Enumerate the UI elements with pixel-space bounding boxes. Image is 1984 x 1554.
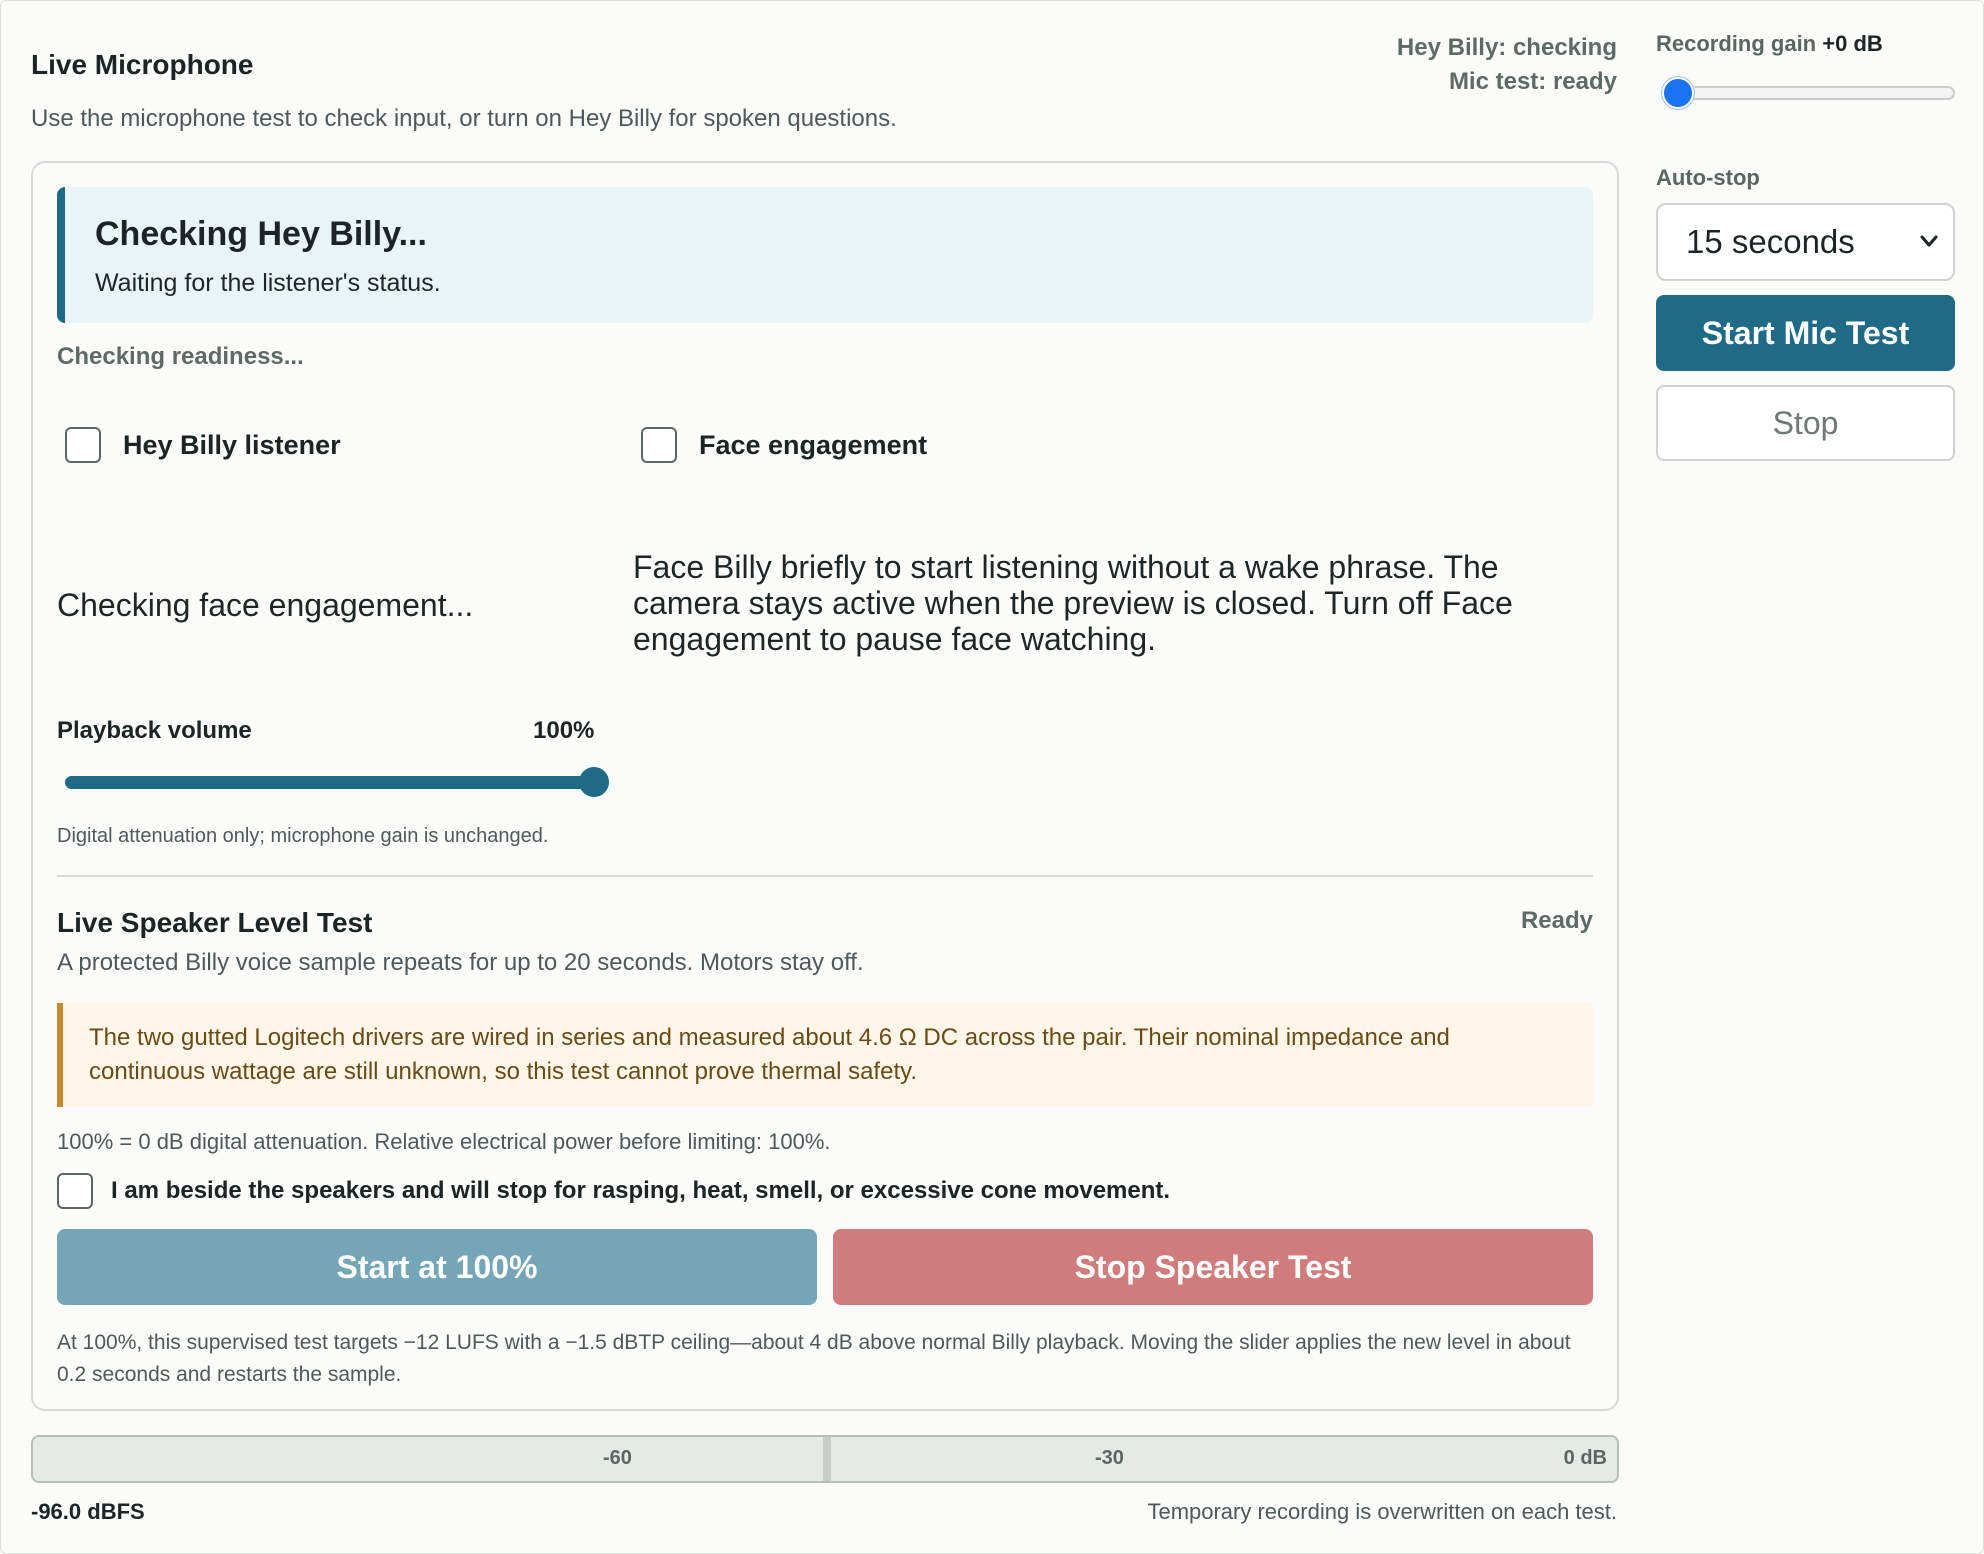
face-engagement-status: Checking face engagement... [57,587,474,623]
face-engagement-checkbox[interactable] [641,427,677,463]
banner-title: Checking Hey Billy... [95,215,427,253]
speaker-test-title: Live Speaker Level Test [57,907,373,938]
readiness-status: Checking readiness... [57,343,304,370]
face-engagement-description: Face Billy briefly to start listening without a wake phrase. The camera stays active when the preview is closed. Turn off Face engagement to pause face watching. [633,549,1513,657]
hey-billy-status: Hey Billy: checking [1396,34,1617,61]
hey-billy-status-banner [57,187,1593,323]
meter-tick-zero: 0 dB [1563,1447,1607,1469]
stop-speaker-test-button[interactable]: Stop Speaker Test [833,1229,1593,1305]
page-title: Live Microphone [31,49,254,80]
attenuation-note: 100% = 0 dB digital attenuation. Relative electrical power before limiting: 100%. [57,1129,831,1154]
recording-gain-label-text: Recording gain [1656,31,1817,56]
mic-test-controls [1656,31,1955,461]
hey-billy-listener-checkbox[interactable] [65,427,101,463]
hey-billy-listener-toggle[interactable] [65,427,341,463]
chevron-down-icon [1919,205,1939,307]
banner-text: Waiting for the listener's status. [95,269,441,297]
hey-billy-card [31,161,1619,1411]
recording-gain-label [1656,31,1955,57]
page-subtitle: Use the microphone test to check input, or turn on Hey Billy for spoken questions. [31,105,897,132]
playback-volume-note: Digital attenuation only; microphone gain is unchanged. [57,825,549,847]
playback-volume-track[interactable] [65,776,595,789]
meter-readout: -96.0 dBFS [31,1499,145,1524]
speaker-test-subtitle: A protected Billy voice sample repeats for up to 20 seconds. Motors stay off. [57,949,864,976]
meter-tick-minus30: -30 [1095,1447,1124,1469]
start-mic-test-button[interactable]: Start Mic Test [1656,295,1955,371]
section-divider [57,875,1593,877]
meter-tick-minus60: -60 [603,1447,632,1469]
start-speaker-test-button[interactable]: Start at 100% [57,1229,817,1305]
input-level-meter [31,1435,1619,1483]
status-summary [1397,31,1617,99]
playback-volume-label: Playback volume [57,717,252,744]
recording-gain-value: +0 dB [1822,31,1883,56]
playback-volume-thumb[interactable] [579,767,609,797]
speaker-confirm-checkbox[interactable] [57,1173,93,1209]
recording-gain-track[interactable] [1666,86,1955,100]
speaker-confirm-toggle[interactable] [57,1173,1170,1209]
face-engagement-label[interactable]: Face engagement [699,429,928,460]
speaker-confirm-label[interactable]: I am beside the speakers and will stop for rasping, heat, smell, or excessive cone movement. [111,1177,1171,1204]
auto-stop-label: Auto-stop [1656,165,1760,190]
recording-gain-thumb[interactable] [1662,77,1694,109]
mic-test-status: Mic test: ready [1448,68,1617,95]
hey-billy-listener-label[interactable]: Hey Billy listener [123,429,341,460]
meter-note: Temporary recording is overwritten on each test. [1147,1499,1617,1524]
playback-volume-slider[interactable] [57,763,609,803]
stop-mic-test-button[interactable]: Stop [1656,385,1955,461]
face-engagement-toggle[interactable] [641,427,927,463]
speaker-safety-warning: The two gutted Logitech drivers are wired in series and measured about 4.6 Ω DC across the pair. Their nominal impedance and continuous wattage are still unknown, so this test cannot prove thermal safety. [57,1003,1593,1107]
meter-peak-marker [823,1437,831,1481]
speaker-test-status: Ready [1520,907,1593,934]
speaker-target-note: At 100%, this supervised test targets −12 LUFS with a −1.5 dBTP ceiling—about 4 dB above normal Billy playback. Moving the slider applies the new level in about 0.2 seconds and restarts the sample. [57,1331,1571,1386]
auto-stop-selected-value: 15 seconds [1686,223,1855,260]
auto-stop-select[interactable] [1656,203,1955,281]
recording-gain-slider[interactable] [1656,73,1955,113]
playback-volume-value: 100% [533,717,595,744]
